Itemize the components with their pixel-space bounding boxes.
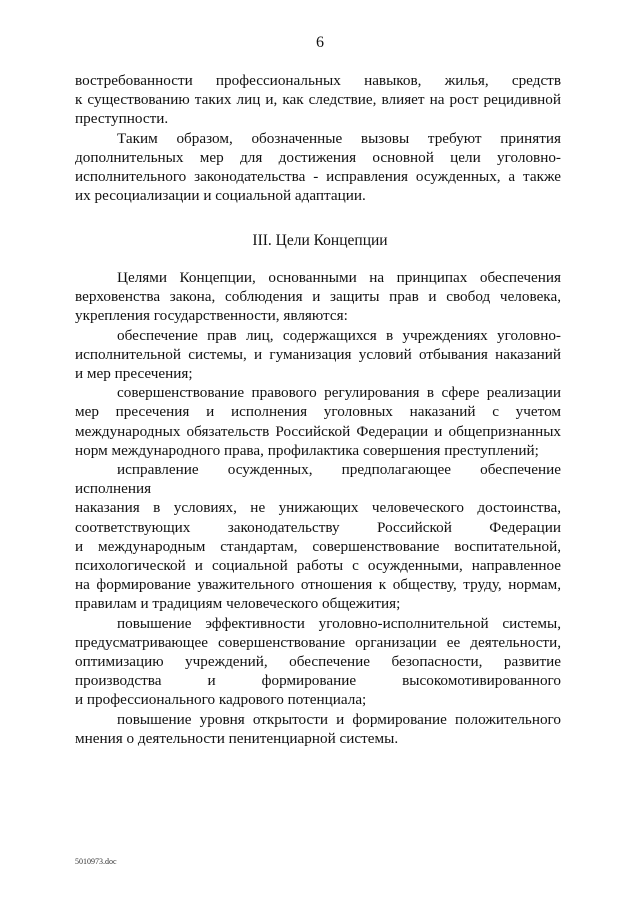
text-line: психологической и социальной работы с осужденными, направленное — [75, 557, 561, 575]
text-line: дополнительных мер для достижения основной цели уголовно- — [75, 148, 561, 166]
text-line: верховенства закона, соблюдения и защиты прав и свобод человека, — [75, 288, 561, 306]
footer-file-code: 5010973.doc — [75, 857, 117, 866]
text-line: повышение эффективности уголовно-исполнительной системы, — [117, 614, 561, 632]
text-line: Таким образом, обозначенные вызовы требуют принятия — [117, 129, 561, 147]
text-line: оптимизацию учреждений, обеспечение безопасности, развитие — [75, 653, 561, 671]
text-line: наказания в условиях, не унижающих человеческого достоинства, — [75, 499, 561, 517]
text-line: мнения о деятельности пенитенциарной системы. — [75, 729, 399, 747]
text-line: и международным стандартам, совершенствование воспитательной, — [75, 537, 561, 555]
section-heading: III. Цели Концепции — [252, 232, 388, 249]
text-line: правилам и традициям человеческого общежития; — [75, 595, 401, 613]
text-line: и профессионального кадрового потенциала; — [75, 691, 367, 709]
text-line: Целями Концепции, основанными на принципах обеспечения — [117, 269, 561, 286]
text-line: исполнительной системы, и гуманизация условий отбывания наказаний — [75, 345, 561, 363]
text-line: их ресоциализации и социальной адаптации. — [75, 187, 366, 205]
text-line: мер пресечения и исполнения уголовных наказаний с учетом — [75, 403, 561, 421]
text-line: на формирование уважительного отношения к обществу, труду, нормам, — [75, 576, 561, 594]
text-line: востребованности профессиональных навыков, жилья, средств — [75, 72, 561, 89]
text-line: международных обязательств Российской Федерации и общепризнанных — [75, 422, 561, 440]
text-line: преступности. — [75, 110, 169, 128]
text-line: и мер пресечения; — [75, 365, 193, 383]
text-line: предусматривающее совершенствование организации ее деятельности, — [75, 633, 561, 651]
page-number: 6 — [316, 34, 324, 51]
text-line: норм международного права, профилактика совершения преступлений; — [75, 441, 539, 459]
text-line: к существованию таких лиц и, как следствие, влияет на рост рецидивной — [75, 91, 561, 109]
text-line: исполнительного законодательства - исправления осужденных, а также — [75, 168, 561, 186]
text-line: обеспечение прав лиц, содержащихся в учреждениях уголовно- — [117, 326, 561, 344]
text-block-intro — [75, 71, 561, 205]
text-line: соответствующих законодательству Российской Федерации — [75, 518, 561, 536]
text-block-goals — [75, 268, 561, 748]
text-line: производства и формирование высокомотивированного — [75, 672, 561, 690]
text-line: повышение уровня открытости и формирование положительного — [117, 710, 561, 728]
text-line: исправление осужденных, предполагающее обеспечение исполнения — [75, 461, 561, 498]
text-line: укрепления государственности, являются: — [75, 307, 348, 325]
text-line: совершенствование правового регулирования в сфере реализации — [117, 384, 561, 402]
